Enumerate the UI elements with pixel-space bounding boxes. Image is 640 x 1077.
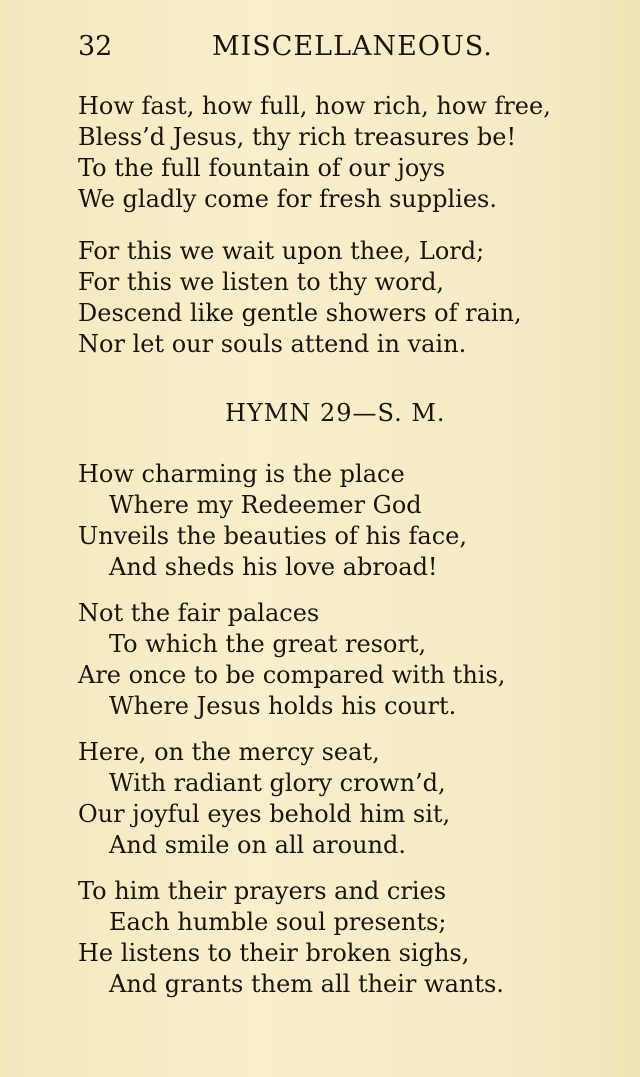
- verse-line: We gladly come for fresh supplies.: [78, 185, 497, 213]
- verse-line: Are once to be compared with this,: [78, 661, 506, 689]
- hymn-heading: HYMN 29—S. M.: [225, 399, 446, 427]
- stanza: [78, 236, 522, 360]
- verse-line: Descend like gentle showers of rain,: [78, 299, 522, 327]
- verse-line: To him their prayers and cries: [78, 877, 447, 905]
- verse-line: Not the fair palaces: [78, 599, 320, 627]
- stanza: [78, 459, 467, 583]
- verse-line: Our joyful eyes behold him sit,: [78, 800, 451, 828]
- verse-line-indented: Each humble soul presents;: [109, 908, 447, 936]
- verse-line-indented: And grants them all their wants.: [109, 970, 504, 998]
- verse-line: Here, on the mercy seat,: [78, 738, 380, 766]
- verse-line-indented: And smile on all around.: [109, 831, 406, 859]
- verse-line: Unveils the beauties of his face,: [78, 522, 467, 550]
- stanza: [78, 737, 450, 861]
- stanza: [78, 876, 504, 1000]
- stanza: [78, 598, 505, 722]
- verse-line: For this we wait upon thee, Lord;: [78, 237, 485, 265]
- verse-line-indented: Where my Redeemer God: [109, 491, 422, 519]
- verse-line: To the full fountain of our joys: [78, 154, 446, 182]
- verse-line-indented: To which the great resort,: [109, 630, 427, 658]
- stanza: [78, 91, 551, 215]
- verse-line: Nor let our souls attend in vain.: [78, 330, 467, 358]
- verse-line: How charming is the place: [78, 460, 405, 488]
- verse-line: He listens to their broken sighs,: [78, 939, 470, 967]
- verse-line: Bless’d Jesus, thy rich treasures be!: [78, 123, 517, 151]
- page-number: 32: [78, 31, 113, 62]
- verse-line-indented: With radiant glory crown’d,: [109, 769, 446, 797]
- running-head: MISCELLANEOUS.: [212, 31, 493, 62]
- verse-line-indented: And sheds his love abroad!: [109, 553, 438, 581]
- verse-line: For this we listen to thy word,: [78, 268, 445, 296]
- verse-line-indented: Where Jesus holds his court.: [109, 692, 457, 720]
- verse-line: How fast, how full, how rich, how free,: [78, 92, 551, 120]
